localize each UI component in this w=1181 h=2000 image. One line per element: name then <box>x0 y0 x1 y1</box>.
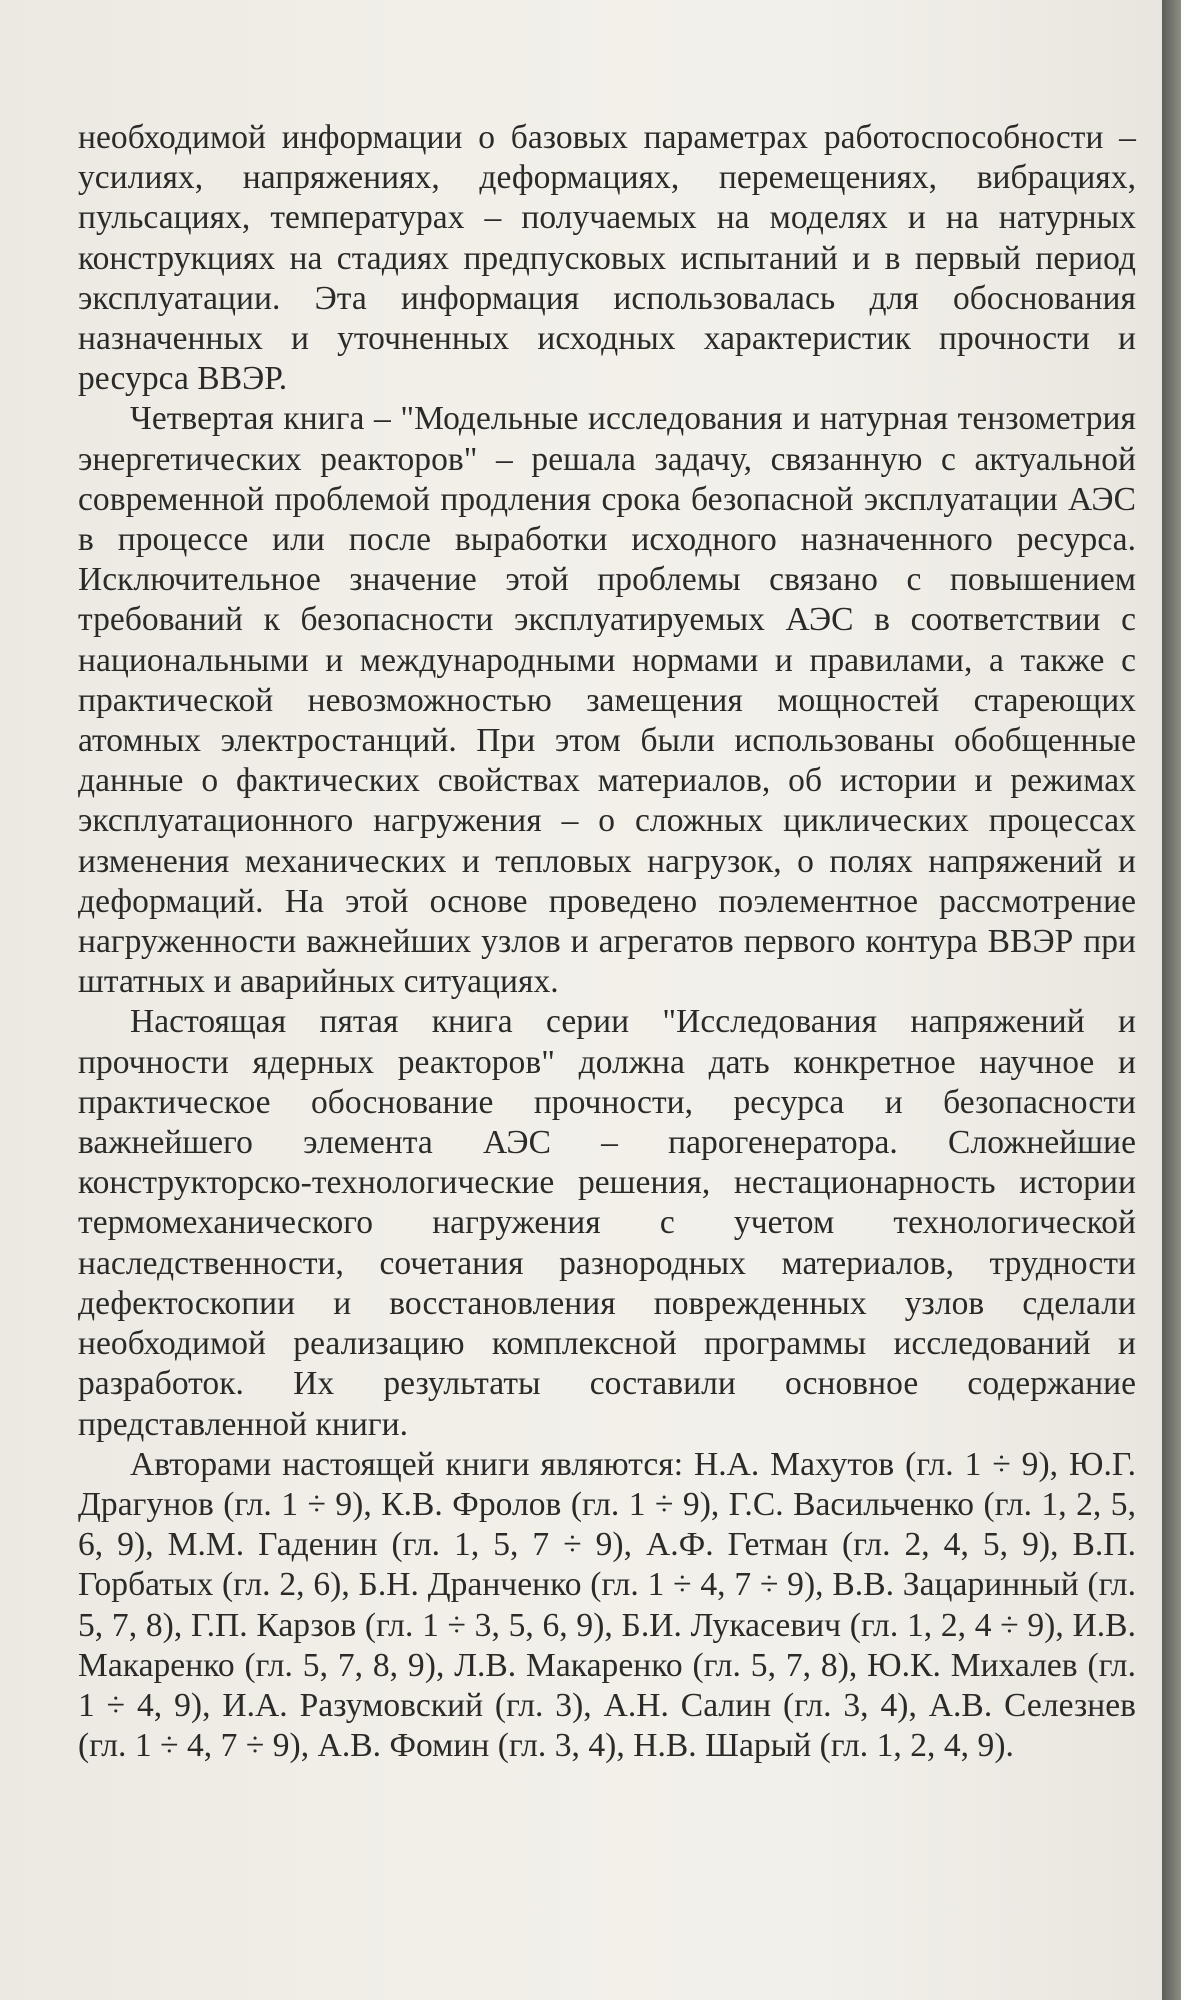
paragraph-authors: Авторами настоящей книги являются: Н.А. Махутов (гл. 1 ÷ 9), Ю.Г. Драгунов (гл. 1 ÷ 9), К.В. Фролов (гл. 1 ÷ 9), Г.С. Васильченко (гл. 1, 2, 5, 6, 9), М.М. Гаденин (гл. 1, 5, 7 ÷ 9), А.Ф. Гетман (гл. 2, 4, 5, 9), В.П. Горбатых (гл. 2, 6), Б.Н. Дранченко (гл. 1 ÷ 4, 7 ÷ 9), В.В. Зацаринный (гл. 5, 7, 8), Г.П. Карзов (гл. 1 ÷ 3, 5, 6, 9), Б.И. Лукасевич (гл. 1, 2, 4 ÷ 9), И.В. Макаренко (гл. 5, 7, 8, 9), Л.В. Макаренко (гл. 5, 7, 8), Ю.К. Михалев (гл. 1 ÷ 4, 9), И.А. Разумовский (гл. 3), А.Н. Салин (гл. 3, 4), А.В. Селезнев (гл. 1 ÷ 4, 7 ÷ 9), А.В. Фомин (гл. 3, 4), Н.В. Шарый (гл. 1, 2, 4, 9). <box>78 1445 1136 1765</box>
paragraph-continued-intro: необходимой информации о базовых параметрах работоспособности – усилиях, напряжениях, деформациях, перемещениях, вибрациях, пульсациях, температурах – получаемых на моделях и на натурных конструкциях на стадиях предпусковых испытаний и в первый период эксплуатации. Эта информация использовалась для обоснования назначенных и уточненных исходных характеристик прочности и ресурса ВВЭР. <box>78 119 1136 398</box>
page-edge-shadow <box>1162 0 1181 2000</box>
page-text <box>78 118 1136 1766</box>
paragraph-fifth-book: Настоящая пятая книга серии "Исследования напряжений и прочности ядерных реакторов" должна дать конкретное научное и практическое обоснование прочности, ресурса и безопасности важнейшего элемента АЭС – парогенератора. Сложнейшие конструкторско-технологические решения, нестационарность истории термомеханического нагружения с учетом технологической наследственности, сочетания разнородных материалов, трудности дефектоскопии и восстановления поврежденных узлов сделали необходимой реализацию комплексной программы исследований и разработок. Их результаты составили основное содержание представленной книги. <box>78 1003 1136 1443</box>
paragraph-fourth-book: Четвертая книга – "Модельные исследования и натурная тензометрия энергетических реакторов" – решала задачу, связанную с актуальной современной проблемой продления срока безопасной эксплуатации АЭС в процессе или после выработки исходного назначенного ресурса. Исключительное значение этой проблемы связано с повышением требований к безопасности эксплуатируемых АЭС в соответствии с национальными и международными нормами и правилами, а также с практической невозможностью замещения мощностей стареющих атомных электростанций. При этом были использованы обобщенные данные о фактических свойствах материалов, об истории и режимах эксплуатационного нагружения – о сложных циклических процессах изменения механических и тепловых нагрузок, о полях напряжений и деформаций. На этой основе проведено поэлементное рассмотрение нагруженности важнейших узлов и агрегатов первого контура ВВЭР при штатных и аварийных ситуациях. <box>78 400 1136 1001</box>
